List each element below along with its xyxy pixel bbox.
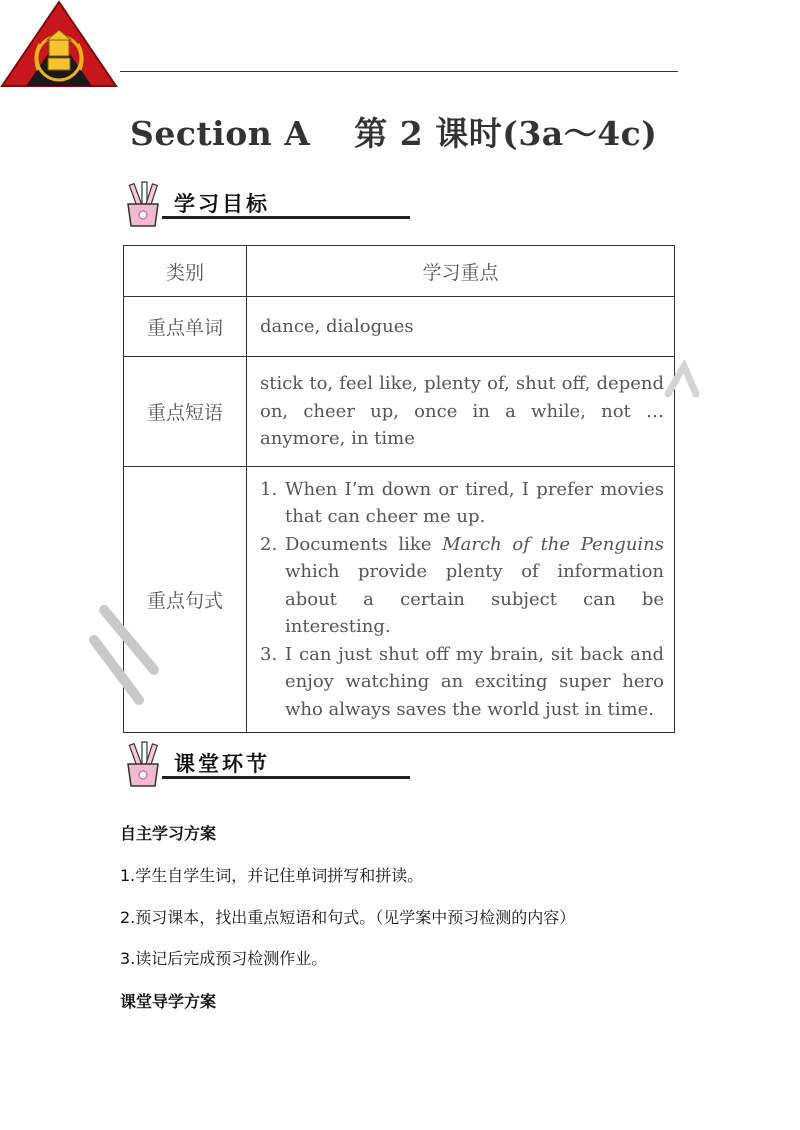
classroom-heading: 课堂环节 [174,752,270,776]
sentence-item [260,641,664,724]
table-row [124,467,675,733]
school-logo [0,0,118,90]
title-section: Section A [130,114,311,153]
key-sentences-content [247,467,675,733]
key-words-content: dance, dialogues [247,297,675,357]
table-row [124,357,675,467]
table-row [124,297,675,357]
pen-holder-icon [118,740,168,790]
sentence-text-before: Documents like [285,533,443,555]
classroom-banner [118,740,298,790]
sentence-number: 2. [260,533,278,555]
sentence-number: 3. [260,643,278,665]
page-title [130,108,657,155]
sentence-text-after: which provide plenty of information about a certain subject can be interesting. [285,561,664,638]
objectives-heading: 学习目标 [174,192,270,216]
category-key-phrases: 重点短语 [124,357,247,467]
self-study-item: 1.学生自学生词，并记住单词拼写和拼读。 [120,866,424,885]
sentence-number: 1. [260,478,278,500]
self-study-item: 3.读记后完成预习检测作业。 [120,949,328,968]
watermark-mark [662,360,702,400]
category-key-words: 重点单词 [124,297,247,357]
sentence-text: When I’m down or tired, I prefer movies that can cheer me up. [285,478,664,528]
sentence-list [260,476,664,724]
sentence-text: I can just shut off my brain, sit back and enjoy watching an exciting super hero who always saves the world just in time. [285,643,664,720]
pen-holder-icon [118,180,168,230]
header-rule [120,71,678,72]
learning-focus-table [123,245,675,733]
sentence-item [260,531,664,641]
title-lesson: 第 2 课时(3a～4c) [354,114,658,153]
objectives-banner [118,180,298,230]
watermark-mark [84,590,174,720]
banner-underline [162,776,410,779]
table-header-row [124,246,675,297]
self-study-heading: 自主学习方案 [120,824,217,843]
sentence-item [260,476,664,531]
self-study-item: 2.预习课本，找出重点短语和句式。（见学案中预习检测的内容） [120,908,576,927]
column-header-category: 类别 [124,246,247,297]
category-key-sentences: 重点句式 [124,467,247,733]
film-title: March of the Penguins [442,533,664,555]
column-header-focus: 学习重点 [247,246,675,297]
guided-study-heading: 课堂导学方案 [120,992,217,1011]
banner-underline [162,216,410,219]
key-phrases-content: stick to, feel like, plenty of, shut off, depend on, cheer up, once in a while, not … anymore, in time [247,357,675,467]
